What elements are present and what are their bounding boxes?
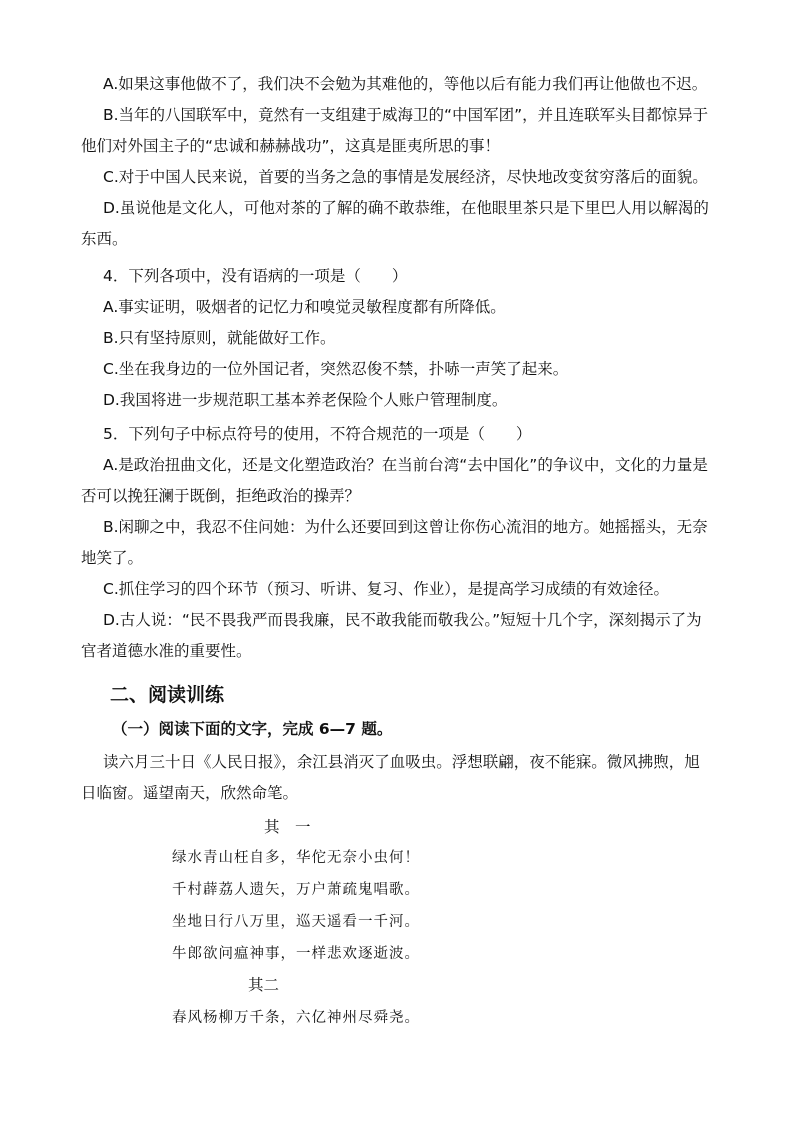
q3-option-d-line1: D.虽说他是文化人，可他对茶的了解的确不敢恭维，在他眼里茶只是下里巴人用以解渴的 [103,199,709,217]
q5-block [81,419,725,667]
poem1-line: 牛郎欲问瘟神事，一样悲欢逐逝波。 [172,946,420,962]
q3-option-b-line2: 他们对外国主子的“忠诚和赫赫战功”，这真是匪夷所思的事！ [81,137,501,155]
poem1-line: 坐地日行八万里，巡天遥看一千河。 [172,914,420,930]
intro-line1: 读六月三十日《人民日报》，余江县消灭了血吸虫。浮想联翩，夜不能寐。微风拂煦，旭 [103,753,700,771]
subsection-heading: （一）阅读下面的文字，完成 6—7 题。 [112,720,393,738]
q5-option-b-line2: 地笑了。 [81,549,144,567]
poem1-title: 其 一 [264,818,311,836]
q4-option-d: D.我国将进一步规范职工基本养老保险个人账户管理制度。 [103,391,508,409]
q3-option-d-line2: 东西。 [81,230,128,248]
q4-option-b: B.只有坚持原则，就能做好工作。 [103,329,336,347]
q5-option-b-line1: B.闲聊之中，我忍不住问她：为什么还要回到这曾让你伤心流泪的地方。她摇摇头，无奈 [103,518,708,536]
q3-option-c: C.对于中国人民来说，首要的当务之急的事情是发展经济，尽快地改变贫穷落后的面貌。 [103,168,708,186]
poem1-body [172,842,420,970]
q4-block [103,261,725,416]
poem2-line: 春风杨柳万千条，六亿神州尽舜尧。 [172,1010,420,1026]
poem2-title: 其二 [248,976,280,994]
q5-option-a-line1: A.是政治扭曲文化，还是文化塑造政治？在当前台湾“去中国化”的争议中，文化的力量是 [103,456,708,474]
poem1-line: 千村薜荔人遗矢，万户萧疏鬼唱歌。 [172,882,420,898]
q3-options [81,69,725,255]
q5-option-d-line1: D.古人说：“民不畏我严而畏我廉，民不敢我能而敬我公。”短短十几个字，深刻揭示了为 [103,611,702,629]
q4-stem: 4．下列各项中，没有语病的一项是（ ） [103,267,408,285]
q5-stem: 5．下列句子中标点符号的使用，不符合规范的一项是（ ） [103,425,532,443]
q4-option-a: A.事实证明，吸烟者的记忆力和嗅觉灵敏程度都有所降低。 [103,298,506,316]
poem1-line: 绿水青山枉自多，华佗无奈小虫何！ [172,850,420,866]
poem2-body [172,1002,420,1034]
q5-option-c: C.抓住学习的四个环节（预习、听讲、复习、作业），是提高学习成绩的有效途径。 [103,580,670,598]
q5-option-d-line2: 官者道德水准的重要性。 [81,642,252,660]
q4-option-c: C.坐在我身边的一位外国记者，突然忍俊不禁，扑哧一声笑了起来。 [103,360,569,378]
q3-option-a: A.如果这事他做不了，我们决不会勉为其难他的，等他以后有能力我们再让他做也不迟。 [103,75,708,93]
intro-line2: 日临窗。遥望南天，欣然命笔。 [81,784,299,802]
reading-intro [81,747,725,809]
q3-option-b-line1: B.当年的八国联军中，竟然有一支组建于威海卫的“中国军团”，并且连联军头目都惊异于 [103,106,709,124]
section-heading: 二、阅读训练 [110,684,225,706]
q5-option-a-line2: 否可以挽狂澜于既倒，拒绝政治的操弄？ [81,487,361,505]
